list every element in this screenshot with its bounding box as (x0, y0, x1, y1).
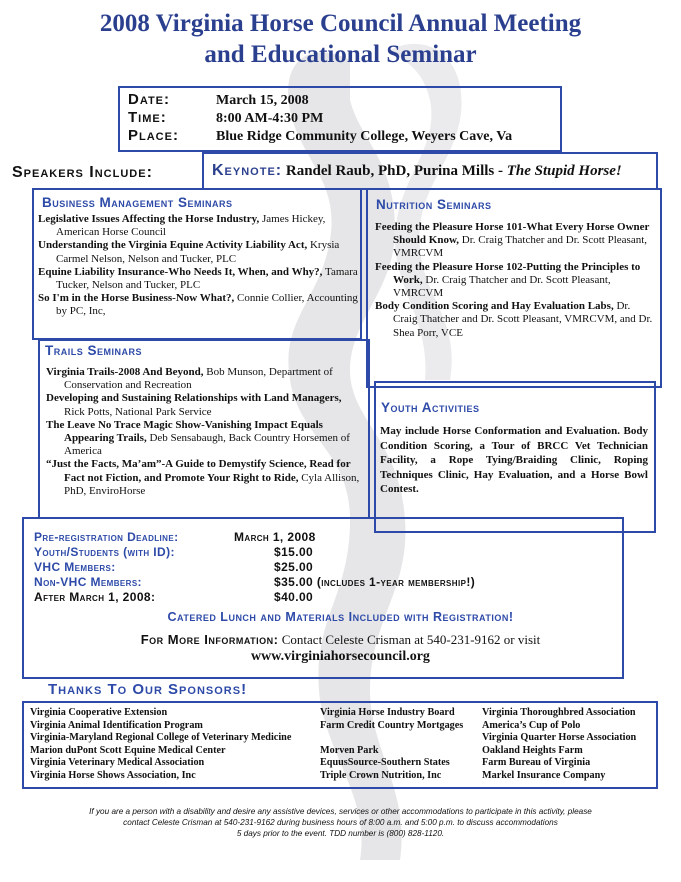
nonvhc-fee-value: $35.00 (includes 1-year membership!) (274, 575, 476, 589)
sponsors-heading: Thanks To Our Sponsors! (48, 681, 248, 698)
youth-heading: Youth Activities (381, 400, 480, 415)
vhc-fee-value: $25.00 (274, 560, 314, 574)
nonvhc-fee-row (34, 575, 476, 589)
keynote-label: Keynote: (212, 162, 283, 179)
event-details-box (118, 86, 562, 152)
list-item: The Leave No Trace Magic Show-Vanishing Impact Equals Appearing Trails, Deb Sensabaugh, Back Country Horsemen of America (46, 418, 350, 458)
sponsor-item: Farm Bureau of Virginia (482, 757, 591, 769)
sponsor-item (320, 732, 463, 745)
deadline-value: March 1, 2008 (234, 530, 316, 544)
list-item: “Just the Facts, Ma’am”-A Guide to Demystify Science, Read for Fact not Fiction, and Promote Your Right to Ride, Cyla Allison, PhD, EnviroHorse (46, 458, 360, 497)
list-item: Feeding the Pleasure Horse 101-What Every Horse Owner Should Know, Dr. Craig Thatcher and Dr. Scott Pleasant, VMRCVM (375, 221, 650, 260)
keynote-box (202, 152, 658, 190)
more-info-line (0, 632, 681, 648)
sponsors-column-1 (30, 707, 291, 783)
list-item: Developing and Sustaining Relationships with Land Managers, Rick Potts, National Park Service (46, 392, 342, 418)
sponsor-item: Virginia Horse Shows Association, Inc (30, 769, 196, 781)
business-heading: Business Management Seminars (42, 195, 233, 210)
vhc-fee-label: VHC Members: (34, 560, 116, 574)
after-fee-value: $40.00 (274, 590, 314, 604)
sponsors-column-2 (320, 707, 463, 783)
sponsor-item: Virginia Animal Identification Program (30, 719, 203, 731)
sponsor-item: Farm Credit Country Mortgages (320, 719, 464, 731)
keynote-title: The Stupid Horse! (506, 163, 622, 179)
more-info-text: Contact Celeste Crisman at 540-231-9162 or visit (278, 632, 541, 647)
footer-line-3: 5 days prior to the event. TDD number is (800) 828-1120. (236, 829, 445, 838)
list-item: Body Condition Scoring and Hay Evaluation Labs, Dr. Craig Thatcher and Dr. Scott Pleasant, VMRCVM, and Dr. Shea Porr, VCE (375, 300, 653, 339)
sponsor-item: Oakland Heights Farm (482, 744, 583, 756)
date-row (128, 91, 309, 109)
sponsor-item: Virginia Veterinary Medical Association (30, 757, 205, 769)
more-info-label: For More Information: (140, 632, 279, 647)
sponsors-column-3 (482, 707, 636, 783)
after-fee-label: After March 1, 2008: (34, 590, 156, 604)
date-value: March 15, 2008 (216, 93, 309, 108)
time-value: 8:00 AM-4:30 PM (216, 111, 324, 126)
place-row (128, 127, 512, 145)
footer-line-2: contact Celeste Crisman at 540-231-9162 during business hours of 8:00 a.m. and 5:00 p.m. to discuss accommodations (123, 818, 558, 827)
time-row (128, 109, 323, 127)
sponsor-item: Virginia-Maryland Regional College of Veterinary Medicine (30, 732, 292, 744)
accessibility-footer (0, 806, 681, 839)
list-item: Feeding the Pleasure Horse 102-Putting the Principles to Work, Dr. Craig Thatcher and Dr. Scott Pleasant, VMRCVM (375, 260, 641, 300)
sponsor-item: Virginia Quarter Horse Association (482, 732, 637, 744)
time-label: Time: (128, 109, 167, 126)
after-fee-row (34, 590, 314, 604)
deadline-row (34, 530, 316, 544)
business-list (38, 213, 358, 319)
trails-list (46, 366, 364, 498)
trails-heading: Trails Seminars (45, 343, 143, 358)
list-item: Understanding the Virginia Equine Activity Liability Act, Krysia Carmel Nelson, Nelson and Tucker, PLC (38, 239, 340, 265)
sponsor-item: EquusSource-Southern States (320, 757, 450, 769)
sponsor-item: Virginia Cooperative Extension (30, 707, 168, 718)
vhc-fee-row (34, 560, 314, 574)
sponsor-item: Morven Park (320, 744, 379, 756)
youth-description: May include Horse Conformation and Evaluation. Body Condition Scoring, a Tour of BRCC Vet Technician Facility, a Rope Tying/Braiding Clinic, Roping Techniques Clinic, Hay Evaluation, and a Horse Bowl Contest. (380, 425, 648, 495)
nutrition-heading: Nutrition Seminars (376, 197, 492, 212)
youth-fee-row (34, 545, 314, 559)
nutrition-list (375, 221, 657, 340)
footer-line-1: If you are a person with a disability and desire any assistive devices, services or other accommodations to participate in this activity, please (89, 807, 592, 816)
list-item: Virginia Trails-2008 And Beyond, Bob Munson, Department of Conservation and Recreation (46, 366, 333, 392)
sponsor-item: America’s Cup of Polo (482, 719, 581, 731)
title-line-2: and Educational Seminar (204, 41, 477, 68)
place-value: Blue Ridge Community College, Weyers Cave, Va (216, 129, 513, 144)
sponsor-item: Virginia Thoroughbred Association (482, 707, 636, 718)
list-item: Legislative Issues Affecting the Horse Industry, James Hickey, American Horse Council (38, 213, 326, 239)
page-title (0, 8, 681, 70)
list-item: Equine Liability Insurance-Who Needs It, When, and Why?, Tamara Tucker, Nelson and Tucker, PLC (38, 265, 358, 292)
keynote-speaker: Randel Raub, PhD, Purina Mills - (285, 163, 507, 179)
youth-fee-value: $15.00 (274, 545, 314, 559)
nonvhc-fee-label: Non-VHC Members: (34, 575, 142, 589)
website-link[interactable]: www.virginiahorsecouncil.org (251, 649, 430, 664)
title-line-1: 2008 Virginia Horse Council Annual Meeting (99, 10, 582, 37)
speakers-label: Speakers Include: (12, 164, 153, 181)
sponsor-item: Marion duPont Scott Equine Medical Center (30, 744, 226, 756)
deadline-label: Pre-registration Deadline: (34, 530, 179, 544)
youth-fee-label: Youth/Students (with ID): (34, 545, 175, 559)
list-item: So I'm in the Horse Business-Now What?, Connie Collier, Accounting by PC, Inc, (38, 292, 358, 318)
sponsor-item: Triple Crown Nutrition, Inc (320, 769, 442, 781)
date-label: Date: (128, 91, 171, 108)
sponsor-item: Markel Insurance Company (482, 769, 606, 781)
catered-note: Catered Lunch and Materials Included with Registration! (167, 610, 514, 624)
place-label: Place: (128, 127, 179, 144)
sponsor-item: Virginia Horse Industry Board (320, 707, 455, 718)
